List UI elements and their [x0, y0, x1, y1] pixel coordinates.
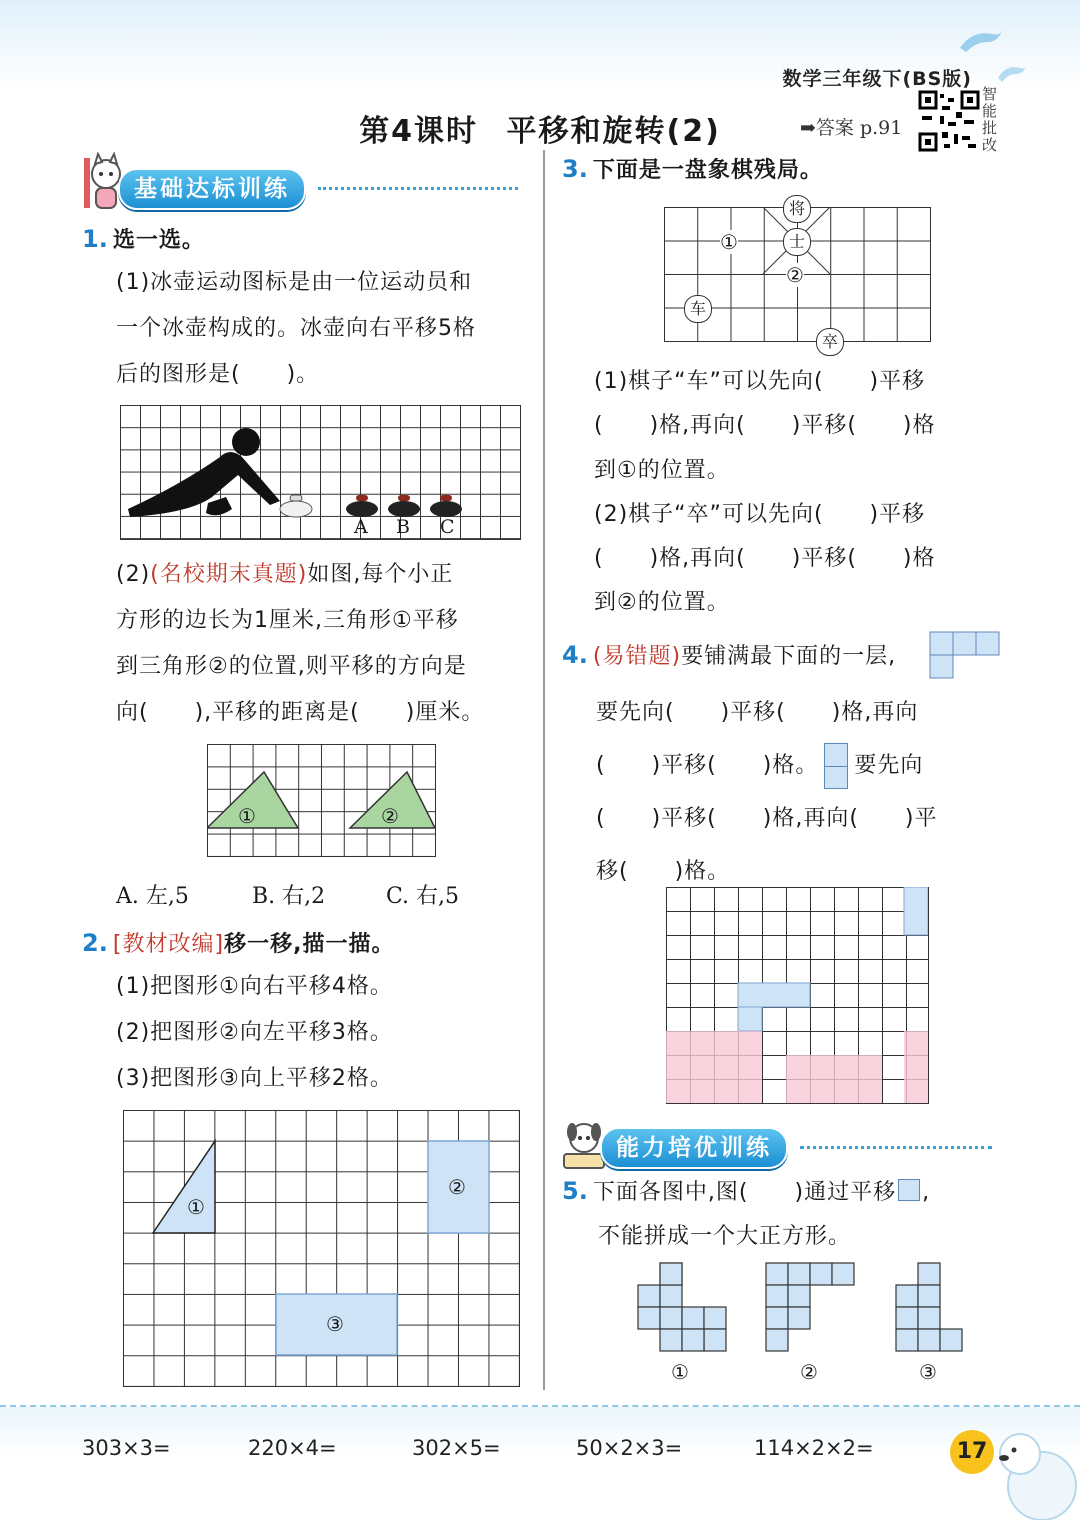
- translation-shapes: [123, 1110, 519, 1386]
- tiling-shapes: [666, 887, 928, 1103]
- choice-c[interactable]: C. 右,5: [386, 884, 460, 909]
- calc-2: 220×4=: [248, 1436, 337, 1460]
- qr-code-icon[interactable]: [918, 90, 980, 152]
- shape-label-1: ①: [187, 1195, 205, 1219]
- answer-reference: ➡答案 p.91: [800, 117, 903, 139]
- source-tag: [教材改编]: [112, 932, 225, 957]
- dolphin-icon: [996, 62, 1028, 84]
- chess-piece-jiang[interactable]: 将: [783, 195, 811, 223]
- seal-mascot-icon: [990, 1420, 1078, 1520]
- l-tile-icon: [929, 631, 1001, 679]
- question-5-header: 5. 下面各图中,图( )通过平移 ,: [562, 1177, 931, 1205]
- lesson-number: 第4课时: [359, 114, 479, 149]
- curling-option-b: B: [396, 516, 410, 538]
- calc-3: 302×5=: [412, 1436, 501, 1460]
- chess-mark-2: ②: [786, 263, 804, 287]
- calc-4: 50×2×3=: [576, 1436, 683, 1460]
- section-advanced-badge: 能力培优训练: [600, 1127, 788, 1169]
- cat-mascot-icon: [80, 152, 124, 212]
- dolphin-icon: [958, 26, 1004, 56]
- figure-label-1: ①: [671, 1360, 689, 1384]
- book-label: 数学三年级下(BS版): [782, 68, 972, 90]
- chess-piece-zu[interactable]: 卒: [816, 328, 844, 356]
- small-square-icon: [898, 1179, 920, 1201]
- calc-5: 114×2×2=: [754, 1436, 874, 1460]
- figure-label-3: ③: [919, 1360, 937, 1384]
- q5-figures: [636, 1262, 966, 1354]
- question-4-blanks: 要先向( )平移( )格,再向 ( )平移( )格。 要先向 ( )平移( )格,再向( )平 移( )格。: [596, 700, 938, 884]
- curling-figure: [120, 405, 520, 539]
- lesson-title: 平移和旋转(2): [506, 114, 721, 149]
- question-4-header: 4. (易错题)要铺满最下面的一层,: [562, 641, 897, 669]
- source-tag: (易错题): [592, 644, 682, 669]
- source-tag: (名校期末真题): [150, 562, 308, 587]
- triangle-label-1: ①: [238, 804, 256, 828]
- shape-label-2: ②: [448, 1175, 466, 1199]
- triangle-label-2: ②: [381, 804, 399, 828]
- chess-piece-shi[interactable]: 士: [783, 228, 811, 256]
- section-dots: [318, 187, 518, 190]
- chess-mark-1: ①: [720, 230, 738, 254]
- question-1-part2: (2)(名校期末真题)如图,每个小正 方形的边长为1厘米,三角形①平移 到三角形②的位置,则平移的方向是 向( ),平移的距离是( )厘米。: [116, 562, 485, 725]
- question-1-header: 1. 选一选。: [82, 225, 205, 253]
- question-2-items: (1)把图形①向右平移4格。 (2)把图形②向左平移3格。 (3)把图形③向上平移2格。: [116, 974, 393, 1091]
- page-number: 17: [950, 1430, 994, 1474]
- shape-label-3: ③: [326, 1312, 344, 1336]
- figure-label-2: ②: [800, 1360, 818, 1384]
- footer-band: [0, 1405, 1080, 1528]
- curling-option-a: A: [354, 516, 368, 538]
- choice-b[interactable]: B. 右,2: [252, 884, 326, 909]
- vertical-tile-icon: [824, 743, 848, 789]
- question-3-header: 3. 下面是一盘象棋残局。: [562, 155, 823, 183]
- section-basic-badge: 基础达标训练: [118, 168, 306, 210]
- chess-piece-che[interactable]: 车: [684, 295, 712, 323]
- section-dots: [800, 1146, 992, 1149]
- calc-1: 303×3=: [82, 1436, 171, 1460]
- column-divider: [543, 150, 545, 1390]
- curling-option-c: C: [440, 516, 455, 538]
- choice-a[interactable]: A. 左,5: [116, 884, 189, 909]
- question-1-part1: (1)冰壶运动图标是由一位运动员和 一个冰壶构成的。冰壶向右平移5格 后的图形是( )。: [116, 270, 476, 387]
- triangles-figure: [207, 744, 435, 856]
- qr-caption: 智 能 批 改: [982, 85, 998, 154]
- question-5-line2: 不能拼成一个大正方形。: [598, 1224, 852, 1249]
- question-3-blanks: (1)棋子“车”可以先向( )平移 ( )格,再向( )平移( )格 到①的位置。 (2)棋子“卒”可以先向( )平移 ( )格,再向( )平移( )格 到②的位置。: [594, 369, 936, 616]
- question-2-header: 2. [教材改编]移一移,描一描。: [82, 929, 395, 957]
